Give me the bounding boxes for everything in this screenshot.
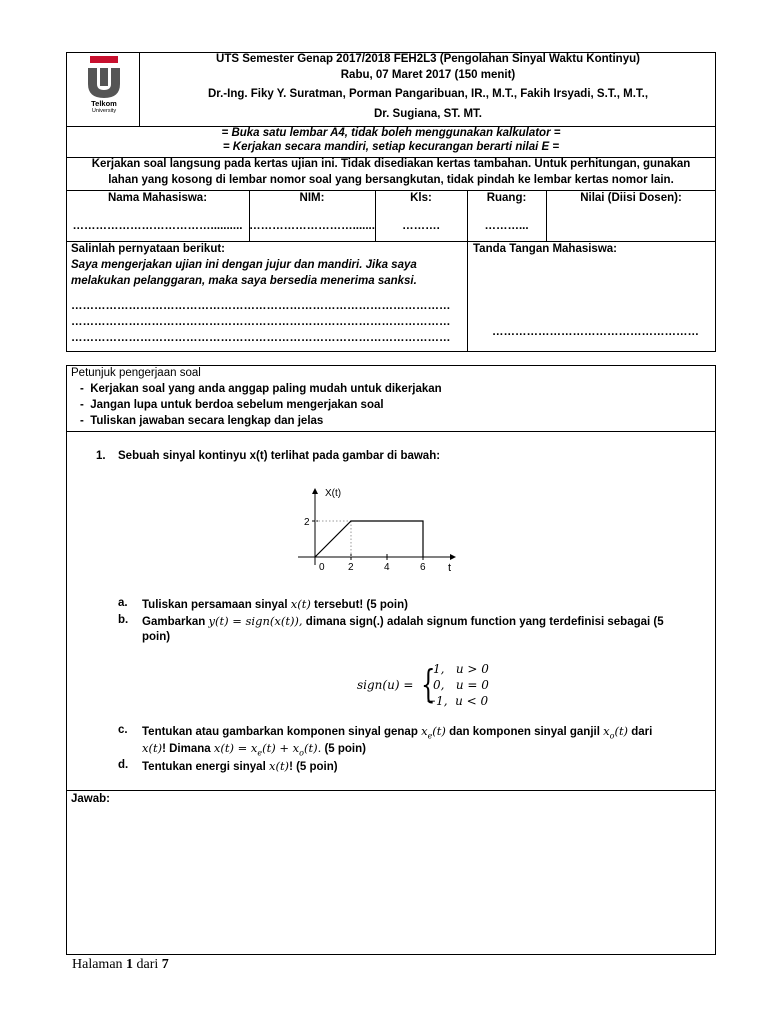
- footer-mid: dari: [136, 957, 159, 972]
- telkom-logo-mark: [80, 54, 128, 98]
- sub-c-l2-mid: (t) + x: [262, 741, 300, 755]
- footer-total: 7: [161, 957, 169, 972]
- answer-label: Jawab:: [71, 793, 110, 805]
- sub-a-math: x(t): [290, 597, 311, 611]
- signature-label: Tanda Tangan Mahasiswa:: [473, 243, 617, 255]
- statement-text-1: Saya mengerjakan ujian ini dengan jujur dan mandiri. Jika saya: [71, 259, 417, 271]
- exam-lecturers-2: Dr. Sugiana, ST. MT.: [374, 108, 482, 120]
- sub-c-xo: [603, 724, 629, 741]
- x-tick-label: 6: [420, 562, 426, 573]
- signal-line: [315, 521, 423, 557]
- question-text: Sebuah sinyal kontinyu x(t) terlihat pada gambar di bawah:: [118, 450, 441, 462]
- sub-c-text2: dan komponen sinyal ganjil: [449, 726, 600, 738]
- guide-item-1: - Kerjakan soal yang anda anggap paling mudah untuk dikerjakan: [80, 383, 442, 395]
- footer-page: 1: [126, 957, 134, 972]
- rule-line-2: = Kerjakan secara mandiri, setiap kecurangan berarti nilai E =: [222, 141, 560, 153]
- sub-c-xe-t: (t): [432, 724, 446, 738]
- y-axis-label: X(t): [325, 488, 342, 499]
- sub-b: [142, 614, 712, 628]
- sub-c-xe-sub: e: [427, 731, 433, 741]
- instruction-line-1: Kerjakan soal langsung pada kertas ujian ini. Tidak disediakan kertas tambahan. Untuk perhitungan, gunakan: [91, 158, 691, 170]
- sub-c-l2-end: (t).: [303, 741, 322, 755]
- nilai-label: Nilai (Diisi Dosen):: [580, 192, 682, 204]
- sub-c-text: Tentukan atau gambarkan komponen sinyal genap: [142, 726, 418, 738]
- sub-c-xo-x: x: [603, 724, 610, 738]
- question-number: 1.: [96, 450, 106, 462]
- answer-area[interactable]: [67, 812, 715, 954]
- sub-d-text: Tentukan energi sinyal: [142, 761, 266, 773]
- x-axis-label: t: [448, 562, 452, 574]
- exam-date: Rabu, 07 Maret 2017 (150 menit): [340, 69, 516, 81]
- instruction-line-2: lahan yang kosong di lembar nomor soal yang bersangkutan, tidak pindah ke lembar kertas nomor lain.: [108, 174, 674, 186]
- sub-d-text2: ! (5 poin): [289, 761, 338, 773]
- nama-label: Nama Mahasiswa:: [107, 192, 208, 204]
- logo-sub: University: [91, 108, 117, 114]
- footer-prefix: Halaman: [72, 957, 123, 972]
- logo-brand: Telkom: [91, 99, 117, 108]
- statement-text-2: melakukan pelanggaran, maka saya bersedia menerima sanksi.: [71, 275, 417, 287]
- sub-b-text2: dimana sign(.) adalah signum function yang terdefinisi sebagai (5: [305, 616, 664, 628]
- nim-field[interactable]: ……………………….......: [249, 220, 375, 232]
- sub-a-text2: tersebut! (5 poin): [314, 599, 408, 611]
- x-axis-arrow: [450, 554, 456, 560]
- sub-c-xo-sub: o: [609, 731, 615, 741]
- sign-case-2: 0, u = 0: [433, 678, 489, 692]
- guide-item-2: - Jangan lupa untuk berdoa sebelum mengerjakan soal: [80, 399, 384, 411]
- rule-line-1: = Buka satu lembar A4, tidak boleh menggunakan kalkulator =: [221, 127, 561, 139]
- y-axis-arrow: [312, 488, 318, 494]
- sub-c-label: c.: [118, 724, 128, 736]
- sub-c-xo-t: (t): [614, 724, 629, 738]
- ruang-label: Ruang:: [486, 192, 527, 204]
- sign-case-1: 1, u > 0: [433, 662, 489, 676]
- sign-lhs: sign(u) =: [357, 678, 414, 692]
- sub-a-text: Tuliskan persamaan sinyal: [142, 599, 288, 611]
- page-footer: [72, 957, 169, 973]
- kls-field[interactable]: ……….: [402, 220, 440, 232]
- sub-d: [142, 759, 338, 773]
- x-tick-label: 2: [348, 562, 354, 573]
- sub-b-math: y(t) = sign(x(t)),: [208, 614, 303, 628]
- exam-title: UTS Semester Genap 2017/2018 FEH2L3 (Pengolahan Sinyal Waktu Kontinyu): [216, 53, 640, 65]
- statement-copy-line-1[interactable]: ………………………………………………………………………………………: [71, 300, 451, 312]
- sub-c-l2-eq: [213, 741, 322, 758]
- statement-copy-line-3[interactable]: ………………………………………………………………………………………: [71, 332, 451, 344]
- sub-c-line1: [142, 724, 710, 740]
- guide-item-3: - Tuliskan jawaban secara lengkap dan jelas: [80, 415, 324, 427]
- sub-c-l2-math: x(t): [142, 741, 163, 755]
- sub-c-xe-x: x: [421, 724, 428, 738]
- sub-c-l2-pts: (5 poin): [324, 743, 366, 755]
- guide-item-3-text: Tuliskan jawaban secara lengkap dan jelas: [90, 415, 324, 427]
- sub-b-label: b.: [118, 614, 129, 626]
- guide-item-1-text: Kerjakan soal yang anda anggap paling mudah untuk dikerjakan: [90, 383, 442, 395]
- sub-c-l2-text: ! Dimana: [162, 743, 211, 755]
- sub-c-l2-eq-a: x(t) = x: [213, 741, 258, 755]
- sub-a: [142, 597, 408, 611]
- sub-c-l2-o: o: [299, 748, 304, 758]
- sub-b-text: Gambarkan: [142, 616, 206, 628]
- sub-b-text3: poin): [142, 631, 171, 643]
- guide-item-2-text: Jangan lupa untuk berdoa sebelum mengerjakan soal: [90, 399, 384, 411]
- nama-field[interactable]: ………………………………..........: [72, 220, 243, 232]
- statement-label: Salinlah pernyataan berikut:: [71, 243, 226, 255]
- sign-brace: {: [421, 662, 436, 706]
- sub-a-label: a.: [118, 597, 128, 609]
- guide-title: Petunjuk pengerjaan soal: [71, 367, 201, 379]
- statement-copy-line-2[interactable]: ………………………………………………………………………………………: [71, 316, 451, 328]
- sign-case-3: −1, u < 0: [426, 694, 489, 708]
- telkom-logo: [80, 54, 128, 124]
- kls-label: Kls:: [410, 192, 432, 204]
- ruang-field[interactable]: ………...: [484, 220, 529, 232]
- sub-d-math: x(t): [268, 759, 290, 773]
- signal-chart: [280, 480, 480, 580]
- sub-c-text3: dari: [631, 726, 653, 738]
- x-tick-label: 0: [319, 562, 325, 573]
- nim-label: NIM:: [299, 192, 325, 204]
- sub-d-label: d.: [118, 759, 129, 771]
- sub-c-line2: [142, 741, 366, 757]
- signature-field[interactable]: ………………………………………………: [492, 326, 699, 338]
- y-tick-label: 2: [304, 517, 310, 528]
- x-tick-label: 4: [384, 562, 390, 573]
- sub-c-l2-e: e: [257, 748, 263, 758]
- sub-c-xe: [421, 724, 446, 741]
- exam-lecturers: Dr.-Ing. Fiky Y. Suratman, Porman Pangaribuan, IR., M.T., Fakih Irsyadi, S.T., M.T.,: [207, 88, 649, 100]
